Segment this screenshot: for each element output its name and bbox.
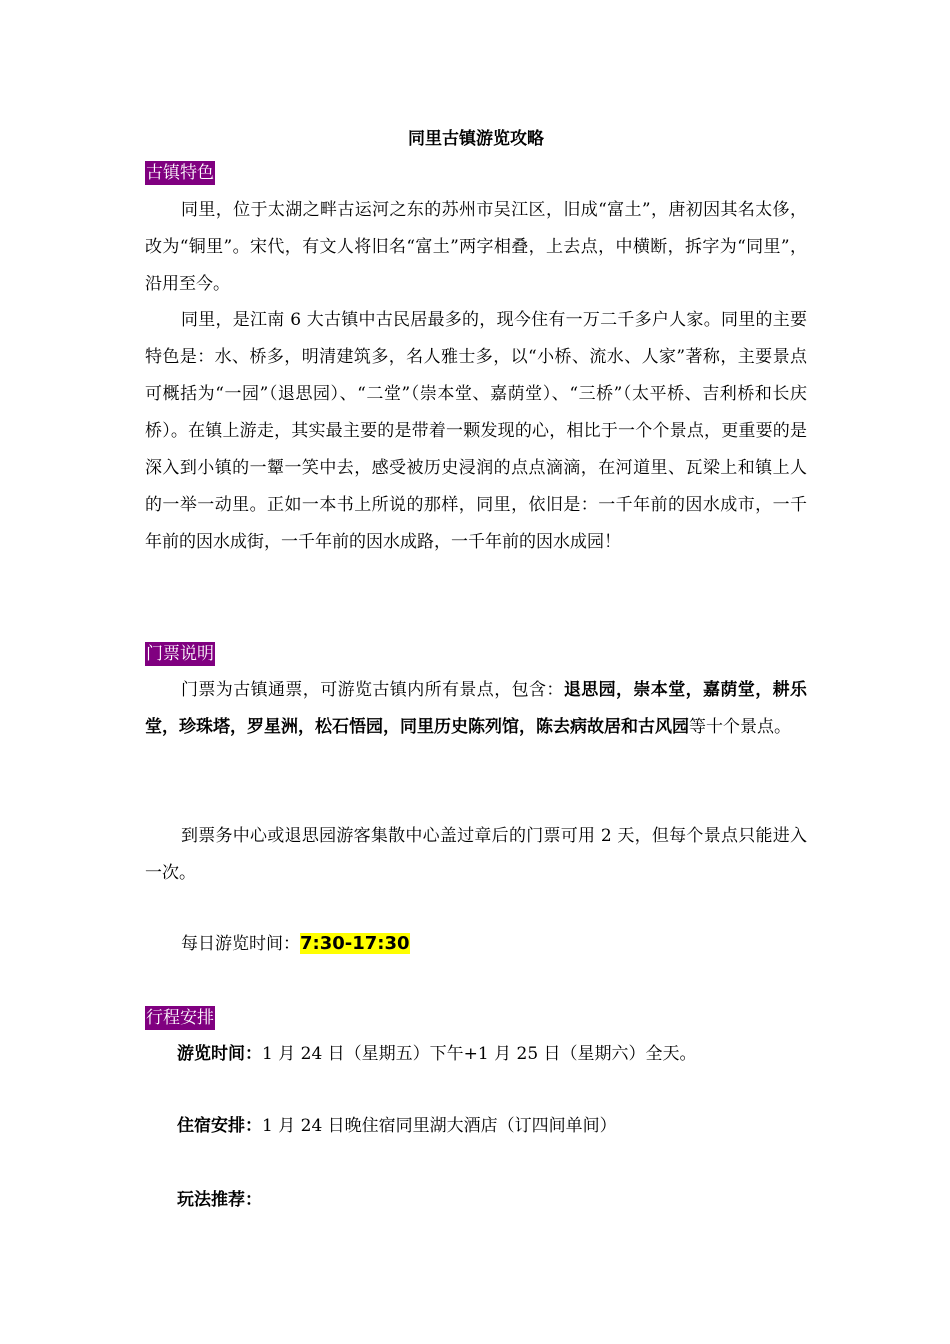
accommodation-label: 住宿安排： — [177, 1116, 262, 1136]
section-heading-features: 古镇特色 — [146, 163, 214, 183]
ticket-prefix: 门票为古镇通票，可游览古镇内所有景点，包含： — [181, 680, 564, 700]
hours-value: 7:30-17:30 — [300, 933, 410, 954]
recommendation-line — [177, 1188, 262, 1212]
visit-time-line — [177, 1042, 697, 1066]
recommendation-label: 玩法推荐： — [177, 1190, 262, 1210]
ticket-sites: 退思园，崇本堂，嘉荫堂，耕乐堂，珍珠塔，罗星洲，松石悟园，同里历史陈列馆，陈去病故居和古风园 — [145, 680, 808, 737]
features-paragraph-1: 同里，位于太湖之畔古运河之东的苏州市吴江区，旧成“富土”，唐初因其名太侈，改为“铜里”。宋代，有文人将旧名“富土”两字相叠，上去点，中横断，拆字为“同里”，沿用至今。 — [145, 200, 807, 294]
document-title: 同里古镇游览攻略 — [408, 129, 544, 149]
accommodation-value: 1 月 24 日晚住宿同里湖大酒店（订四间单间） — [262, 1116, 617, 1136]
section-heading-itinerary: 行程安排 — [146, 1008, 214, 1028]
features-paragraph-2: 同里，是江南 6 大古镇中古民居最多的，现今住有一万二千多户人家。同里的主要特色是：水、桥多，明清建筑多，名人雅士多，以“小桥、流水、人家”著称，主要景点可概括为“一园”（退思园）、“二堂”（崇本堂、嘉荫堂）、“三桥”（太平桥、吉利桥和长庆桥）。在镇上游走，其实最主要的是带着一颗发现的心，相比于一个个景点，更重要的是深入到小镇的一颦一笑中去，感受被历史浸润的点点滴滴，在河道里、瓦梁上和镇上人的一举一动里。正如一本书上所说的那样，同里，依旧是：一千年前的因水成市，一千年前的因水成街，一千年前的因水成路，一千年前的因水成园！ — [145, 310, 807, 552]
ticket-suffix: 等十个景点。 — [689, 717, 791, 737]
visit-time-value: 1 月 24 日（星期五）下午+1 月 25 日（星期六）全天。 — [262, 1044, 697, 1064]
ticket-validity: 到票务中心或退思园游客集散中心盖过章后的门票可用 2 天，但每个景点只能进入一次。 — [145, 826, 807, 883]
daily-hours — [145, 925, 807, 963]
section-heading-tickets: 门票说明 — [146, 644, 214, 664]
visit-time-label: 游览时间： — [177, 1044, 262, 1064]
accommodation-line — [177, 1114, 617, 1138]
ticket-paragraph — [145, 672, 807, 746]
hours-label: 每日游览时间： — [181, 934, 300, 954]
